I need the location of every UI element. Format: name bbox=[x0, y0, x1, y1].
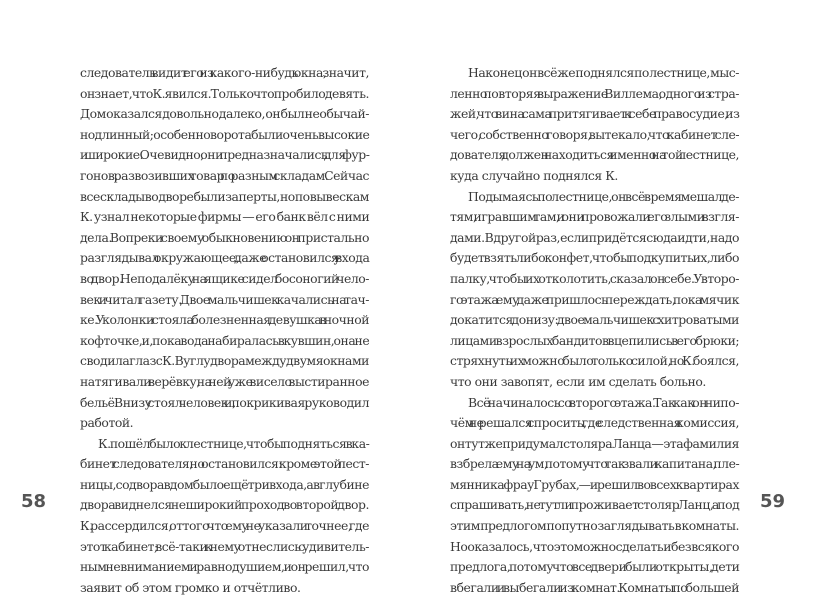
text-line: век и читал газету. Двое мальчишек качались на тач- bbox=[80, 290, 369, 311]
text-line: что они завопят, если им сделать больно. bbox=[450, 372, 739, 393]
paragraph bbox=[80, 63, 369, 434]
paragraph bbox=[450, 63, 739, 187]
text-line: во двор. Неподалёку на ящике сидел босоногий чело- bbox=[80, 269, 369, 290]
text-line: предлога, потому что все двери были открыты, дети bbox=[450, 557, 739, 578]
text-line: и широкие. Очевидно, они предназначались для фур- bbox=[80, 145, 369, 166]
text-line: докатится донизу: двое мальчишек с хитроватыми bbox=[450, 310, 739, 331]
text-line: разглядывал окружающее, даже остановился у входа bbox=[80, 248, 369, 269]
text-line: работой. bbox=[80, 413, 369, 434]
text-line: Но оказалось, что это можно сделать и без всякого bbox=[450, 537, 739, 558]
text-line: бельё. Внизу стоял человек и, покрикивая, руководил bbox=[80, 393, 369, 414]
text-line: тям, игравшим там, и они провожали его злыми взгля- bbox=[450, 207, 739, 228]
text-line: ке. У колонки стояла болезненная девушка в ночной bbox=[80, 310, 369, 331]
text-line: К. рассердился, оттого что ему не указали точнее, где bbox=[80, 516, 369, 537]
paragraph bbox=[80, 434, 369, 598]
text-line: сводила глаз с К. В углу двора между двумя окнами bbox=[80, 351, 369, 372]
text-line: будет взять либо конфет, чтобы подкупить их, либо bbox=[450, 248, 739, 269]
text-line: бинет следователя, но остановился: кроме этой лест- bbox=[80, 454, 369, 475]
paragraph bbox=[450, 187, 739, 393]
text-line: вбегали и выбегали из комнат. Комнаты по большей bbox=[450, 578, 739, 598]
text-line: куда случайно поднялся К. bbox=[450, 166, 739, 187]
text-line: К. пошёл было к лестнице, чтобы подняться в ка- bbox=[80, 434, 369, 455]
text-line: следователь видит его из какого-нибудь окна, значит, bbox=[80, 63, 369, 84]
text-line: натягивали верёвку, на ней уже висело выстиранное bbox=[80, 372, 369, 393]
text-line: этим предлогом попутно заглядывать в комнаты. bbox=[450, 516, 739, 537]
text-line: но длинный; особенно ворота были очень высокие bbox=[80, 125, 369, 146]
paragraph bbox=[450, 393, 739, 598]
text-line: ным невниманием и равнодушием, и он решил, что bbox=[80, 557, 369, 578]
text-line: дела. Вопреки своему обыкновению он пристально bbox=[80, 228, 369, 249]
text-line: Наконец он всё же поднялся по лестнице, мыс- bbox=[450, 63, 739, 84]
text-line: он знает, что К. явился. Только что пробило девять. bbox=[80, 84, 369, 105]
text-line: заявит об этом громко и отчётливо. bbox=[80, 578, 369, 598]
right-page bbox=[410, 0, 819, 576]
text-line: он тут же придумал столяра Ланца — эта фамилия bbox=[450, 434, 739, 455]
right-page-text bbox=[450, 63, 739, 598]
text-line: мянника фрау Грубах, — и решил во всех квартирах bbox=[450, 475, 739, 496]
text-line: жей, что вина сама притягивает к себе правосудие, из bbox=[450, 104, 739, 125]
text-line: ленно повторяя выражение Виллема, одного из стра- bbox=[450, 84, 739, 105]
text-line: Всё начиналось со второго этажа. Так как он нипо- bbox=[450, 393, 739, 414]
text-line: го этажа ему даже пришлось переждать, пока мячик bbox=[450, 290, 739, 311]
text-line: этот кабинет; всё-таки к нему отнеслись с удивитель- bbox=[80, 537, 369, 558]
text-line: все склады во дворе были заперты, но по вывескам bbox=[80, 187, 369, 208]
text-line: Подымаясь по лестнице, он всё время мешал де- bbox=[450, 187, 739, 208]
text-line: двора виднелся неширокий проход во второй двор. bbox=[80, 495, 369, 516]
text-line: дами. В другой раз, если придётся сюда идти, надо bbox=[450, 228, 739, 249]
text-line: чего, собственно говоря, вытекало, что кабинет сле- bbox=[450, 125, 739, 146]
left-page bbox=[0, 0, 409, 576]
text-line: палку, чтобы их отколотить, сказал он себе. У второ- bbox=[450, 269, 739, 290]
left-page-text bbox=[80, 63, 369, 598]
text-line: К. узнал некоторые фирмы — его банк вёл с ними bbox=[80, 207, 369, 228]
text-line: взбрела ему на ум, потому что так звали капитана, пле- bbox=[450, 454, 739, 475]
text-line: лицами взрослых бандитов вцепились в его брюки; bbox=[450, 331, 739, 352]
page-number-left: 58 bbox=[21, 491, 46, 512]
text-line: Дом оказался довольно далеко, он был необычай- bbox=[80, 104, 369, 125]
text-line: кофточке, и, пока вода набиралась в кувшин, она не bbox=[80, 331, 369, 352]
text-line: дователя должен находиться именно на той лестнице, bbox=[450, 145, 739, 166]
text-line: спрашивать, не тут ли проживает столяр Ланц, а под bbox=[450, 495, 739, 516]
text-line: стряхнуть их можно было только силой, но К. боялся, bbox=[450, 351, 739, 372]
text-line: гонов, развозивших товар по разным складам. Сейчас bbox=[80, 166, 369, 187]
page-number-right: 59 bbox=[760, 491, 785, 512]
text-line: чём не решался спросить, где следственная комиссия, bbox=[450, 413, 739, 434]
text-line: ницы, со двора в дом было ещё три входа, а в глубине bbox=[80, 475, 369, 496]
